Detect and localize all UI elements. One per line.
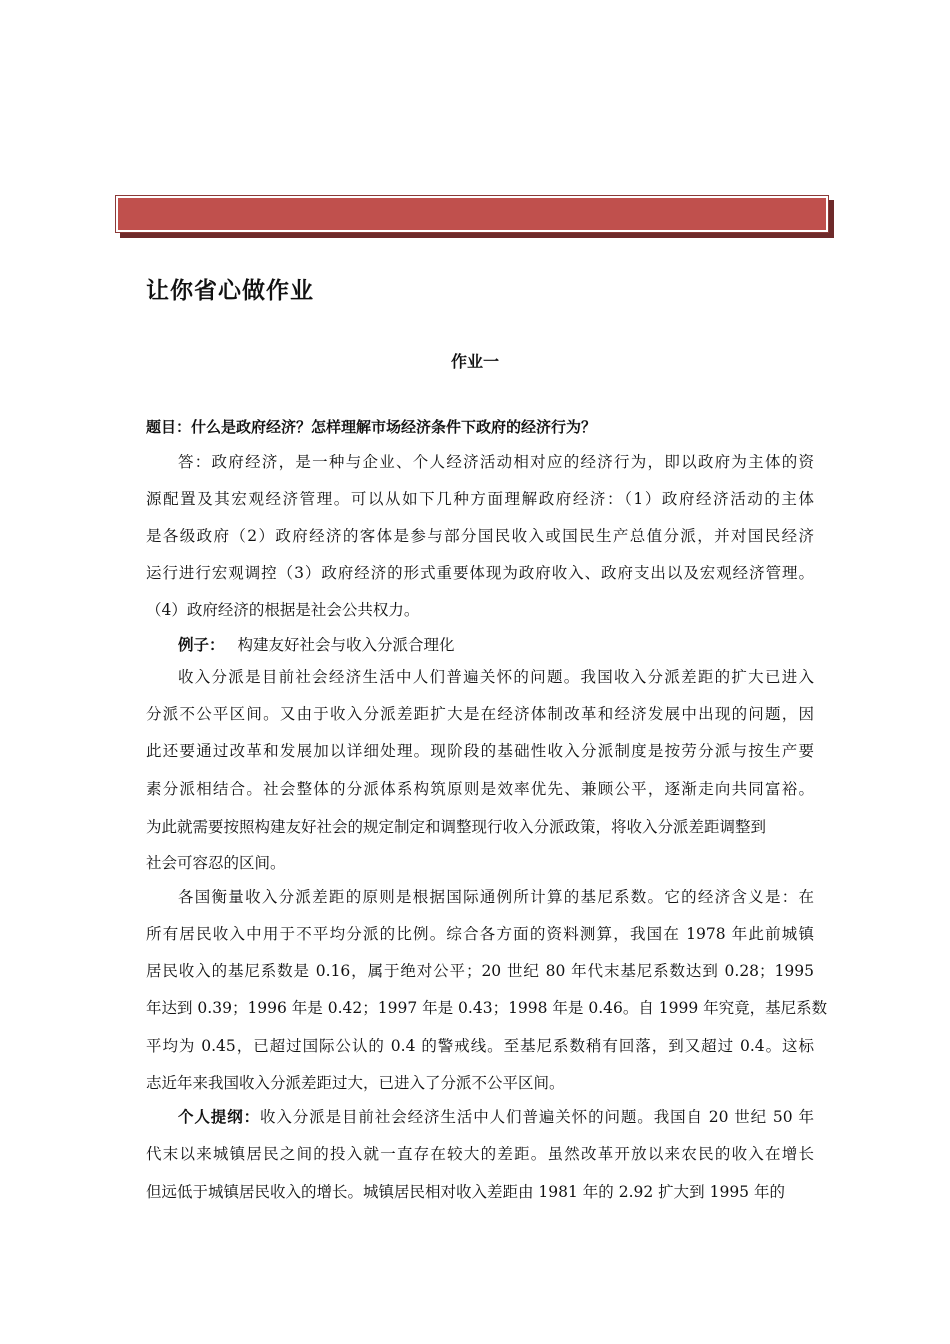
outline-line — [178, 1107, 814, 1127]
answer-line: 是各级政府（2）政府经济的客体是参与部分国民收入或国民生产总值分派，并对国民经济 — [146, 527, 814, 545]
answer-line: 运行进行宏观调控（3）政府经济的形式重要体现为政府收入、政府支出以及宏观经济管理。 — [146, 564, 814, 582]
body-line: 但远低于城镇居民收入的增长。城镇居民相对收入差距由 1981 年的 2.92 扩大到 1995 年的 — [146, 1183, 785, 1201]
body-line: 各国衡量收入分派差距的原则是根据国际通例所计算的基尼系数。它的经济含义是：在 — [178, 888, 814, 906]
answer-line: 答：政府经济，是一种与企业、个人经济活动相对应的经济行为，即以政府为主体的资 — [178, 453, 814, 471]
question-heading: 题目：什么是政府经济？怎样理解市场经济条件下政府的经济行为？ — [146, 418, 597, 436]
body-line: 志近年来我国收入分派差距过大，已进入了分派不公平区间。 — [146, 1074, 565, 1092]
answer-line: （4）政府经济的根据是社会公共权力。 — [146, 601, 420, 619]
body-line: 代末以来城镇居民之间的投入就一直存在较大的差距。虽然改革开放以来农民的收入在增长 — [146, 1145, 814, 1163]
title-banner — [116, 196, 834, 238]
section-title: 作业一 — [450, 352, 499, 371]
document-title: 让你省心做作业 — [146, 278, 314, 304]
body-line: 收入分派是目前社会经济生活中人们普遍关怀的问题。我国收入分派差距的扩大已进入 — [178, 668, 814, 686]
body-line: 平均为 0.45，已超过国际公认的 0.4 的警戒线。至基尼系数稍有回落，到又超过 0.4。这标 — [146, 1037, 814, 1055]
body-line: 分派不公平区间。又由于收入分派差距扩大是在经济体制改革和经济发展中出现的问题，因 — [146, 705, 814, 723]
example-label: 例子： — [178, 636, 225, 654]
body-line: 居民收入的基尼系数是 0.16，属于绝对公平；20 世纪 80 年代末基尼系数达到 0.28；1995 — [146, 962, 814, 980]
outline-label: 个人提纲： — [178, 1108, 261, 1126]
body-line: 此还要通过改革和发展加以详细处理。现阶段的基础性收入分派制度是按劳分派与按生产要 — [146, 742, 814, 760]
answer-line: 源配置及其宏观经济管理。可以从如下几种方面理解政府经济：（1）政府经济活动的主体 — [146, 490, 814, 508]
body-line: 年达到 0.39；1996 年是 0.42；1997 年是 0.43；1998 年是 0.46。自 1999 年究竟，基尼系数 — [146, 999, 828, 1017]
banner-bar — [116, 196, 828, 232]
example-text: 构建友好社会与收入分派合理化 — [237, 636, 455, 654]
body-line: 素分派相结合。社会整体的分派体系构筑原则是效率优先、兼顾公平，逐渐走向共同富裕。 — [146, 780, 814, 798]
example-line — [178, 635, 814, 655]
body-line: 所有居民收入中用于不平均分派的比例。综合各方面的资料测算，我国在 1978 年此前城镇 — [146, 925, 814, 943]
body-line: 为此就需要按照构建友好社会的规定制定和调整现行收入分派政策，将收入分派差距调整到 — [146, 818, 767, 836]
body-line: 社会可容忍的区间。 — [146, 854, 286, 872]
outline-first-text: 收入分派是目前社会经济生活中人们普遍关怀的问题。我国自 20 世纪 50 年 — [260, 1108, 814, 1126]
